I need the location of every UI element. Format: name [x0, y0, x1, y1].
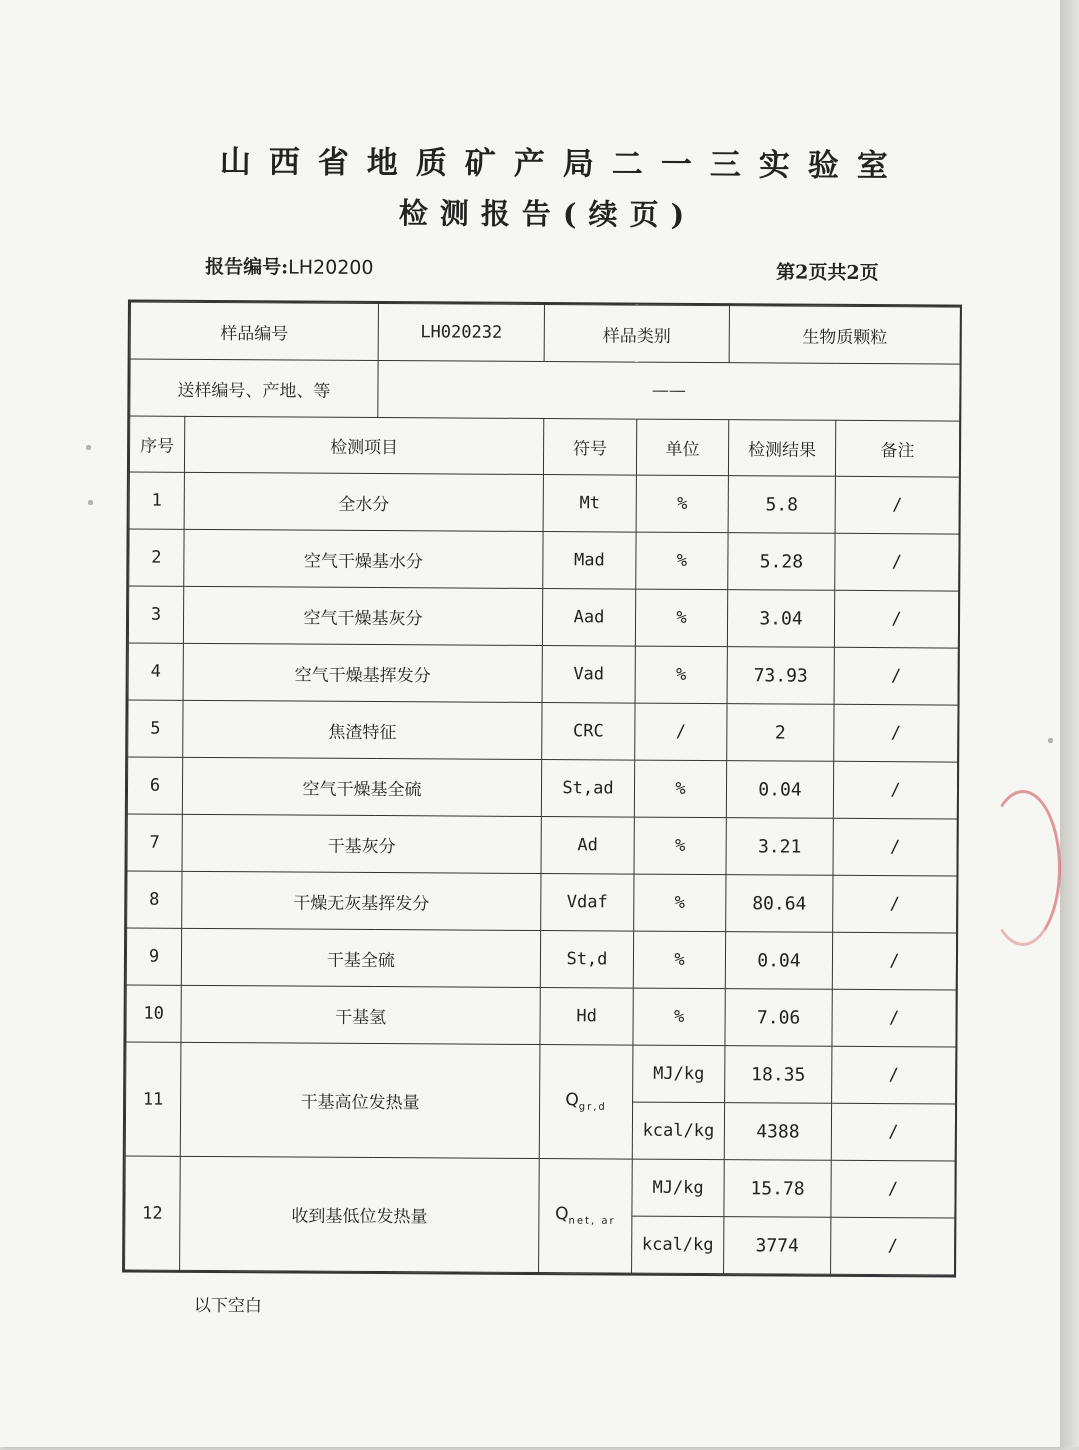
report-number-label: 报告编号:: [205, 255, 289, 279]
row-unit: kcal/kg: [632, 1216, 724, 1274]
row-result: 3.04: [727, 590, 834, 648]
table-row: [129, 472, 959, 534]
report-number: [205, 252, 374, 280]
row-unit: /: [635, 703, 727, 761]
scan-speck: [1048, 738, 1053, 743]
row-remark: /: [834, 704, 958, 762]
row-symbol: [539, 1045, 633, 1160]
symbol-main: Q: [555, 1204, 569, 1225]
row-unit: %: [636, 475, 728, 533]
row-symbol: Vdaf: [541, 874, 634, 932]
row-index: 1: [129, 472, 184, 529]
report-number-value: LH20200: [288, 256, 374, 279]
table-row: [127, 814, 957, 876]
row-remark: /: [835, 476, 959, 534]
row-result: 0.04: [725, 932, 832, 990]
row-index: 10: [126, 985, 181, 1042]
symbol-subscript: net, ar: [568, 1215, 616, 1228]
row-symbol: Mt: [543, 475, 636, 533]
column-header-row: [129, 416, 959, 477]
row-item: 干基全硫: [181, 928, 540, 987]
row-result: 18.35: [725, 1046, 832, 1104]
row-result: 15.78: [724, 1160, 831, 1218]
origin-label: 送样编号、产地、等: [130, 359, 378, 418]
table-row: [127, 757, 957, 819]
row-unit: %: [634, 874, 726, 932]
row-symbol: Aad: [542, 589, 635, 647]
row-item: 空气干燥基灰分: [183, 586, 542, 645]
row-item: 干燥无灰基挥发分: [182, 871, 541, 930]
blank-below-note: 以下空白: [193, 1295, 262, 1317]
row-unit: %: [634, 760, 726, 818]
row-symbol: Hd: [540, 988, 633, 1046]
row-remark: /: [831, 1217, 955, 1275]
row-item: 干基高位发热量: [180, 1042, 540, 1158]
scan-speck: [86, 445, 91, 450]
row-result: 73.93: [727, 647, 834, 705]
report-subtitle: 检测报告(续页): [398, 196, 697, 232]
sample-no-label: 样品编号: [130, 302, 378, 361]
row-index: 12: [125, 1156, 181, 1270]
row-symbol: CRC: [542, 703, 635, 761]
symbol-main: Q: [565, 1090, 579, 1111]
table-row: [127, 871, 957, 933]
origin-row: [130, 359, 960, 421]
row-symbol: Ad: [541, 817, 634, 875]
row-result: 0.04: [726, 761, 833, 819]
col-symbol: 符号: [543, 419, 636, 476]
row-result: 7.06: [725, 989, 832, 1047]
table-row: [129, 529, 959, 591]
row-unit: %: [633, 931, 725, 989]
row-unit: %: [633, 988, 725, 1046]
row-symbol: [539, 1159, 633, 1274]
col-result: 检测结果: [728, 420, 835, 477]
row-index: 4: [128, 643, 183, 700]
col-index: 序号: [129, 416, 184, 472]
table-row: [128, 643, 958, 705]
row-remark: /: [831, 1103, 955, 1161]
row-unit: %: [635, 646, 727, 704]
table-row: [126, 1042, 956, 1104]
sample-no-value: LH020232: [378, 304, 544, 362]
col-unit: 单位: [636, 419, 728, 476]
row-remark: /: [834, 647, 958, 705]
row-symbol: St,d: [540, 931, 633, 989]
row-remark: /: [833, 761, 957, 819]
origin-value: ——: [378, 361, 960, 422]
row-result: 3774: [724, 1217, 831, 1275]
sample-type-label: 样品类别: [544, 305, 729, 363]
row-result: 80.64: [726, 875, 833, 933]
row-symbol: St,ad: [541, 760, 634, 818]
results-table: [122, 299, 962, 1277]
row-item: 全水分: [184, 472, 543, 531]
symbol-subscript: gr,d: [578, 1101, 607, 1114]
row-item: 收到基低位发热量: [180, 1156, 540, 1272]
col-item: 检测项目: [184, 416, 543, 474]
row-unit: MJ/kg: [632, 1159, 724, 1217]
row-result: 5.28: [728, 533, 835, 591]
row-index: 5: [128, 700, 183, 757]
row-remark: /: [832, 989, 956, 1047]
row-result: 4388: [724, 1103, 831, 1161]
row-symbol: Mad: [543, 532, 636, 590]
seal-stamp: [985, 790, 1061, 946]
row-remark: /: [831, 1160, 955, 1218]
row-unit: %: [636, 532, 728, 590]
row-remark: /: [834, 590, 958, 648]
row-result: 3.21: [726, 818, 833, 876]
row-index: 11: [125, 1042, 181, 1156]
row-remark: /: [832, 1046, 956, 1104]
row-result: 5.8: [728, 476, 835, 534]
row-symbol: Vad: [542, 646, 635, 704]
col-remark: 备注: [835, 420, 959, 477]
row-item: 空气干燥基水分: [184, 529, 543, 588]
row-remark: /: [835, 533, 959, 591]
page-info: 第2页共2页: [776, 261, 879, 285]
row-unit: %: [635, 589, 727, 647]
row-item: 空气干燥基挥发分: [183, 643, 542, 702]
report-title: 山西省地质矿产局二一三实验室: [219, 144, 906, 185]
table-row: [128, 586, 958, 648]
row-index: 7: [127, 814, 182, 871]
row-index: 9: [126, 928, 181, 985]
sample-info-row: [130, 302, 960, 364]
table-row: [126, 928, 956, 990]
row-item: 干基灰分: [182, 814, 541, 873]
row-unit: MJ/kg: [633, 1045, 725, 1103]
row-remark: /: [833, 818, 957, 876]
scan-speck: [88, 500, 93, 505]
table-row: [125, 1156, 955, 1218]
row-item: 焦渣特征: [183, 700, 542, 759]
table-row: [128, 700, 958, 762]
row-item: 干基氢: [181, 985, 540, 1044]
row-remark: /: [833, 875, 957, 933]
row-result: 2: [727, 704, 834, 762]
row-index: 2: [129, 529, 184, 586]
row-remark: /: [832, 932, 956, 990]
table-row: [126, 985, 956, 1047]
row-index: 3: [128, 586, 183, 643]
row-unit: kcal/kg: [632, 1102, 724, 1160]
row-index: 8: [127, 871, 182, 928]
sample-type-value: 生物质颗粒: [729, 306, 960, 364]
row-unit: %: [634, 817, 726, 875]
row-index: 6: [127, 757, 182, 814]
row-item: 空气干燥基全硫: [182, 757, 541, 816]
